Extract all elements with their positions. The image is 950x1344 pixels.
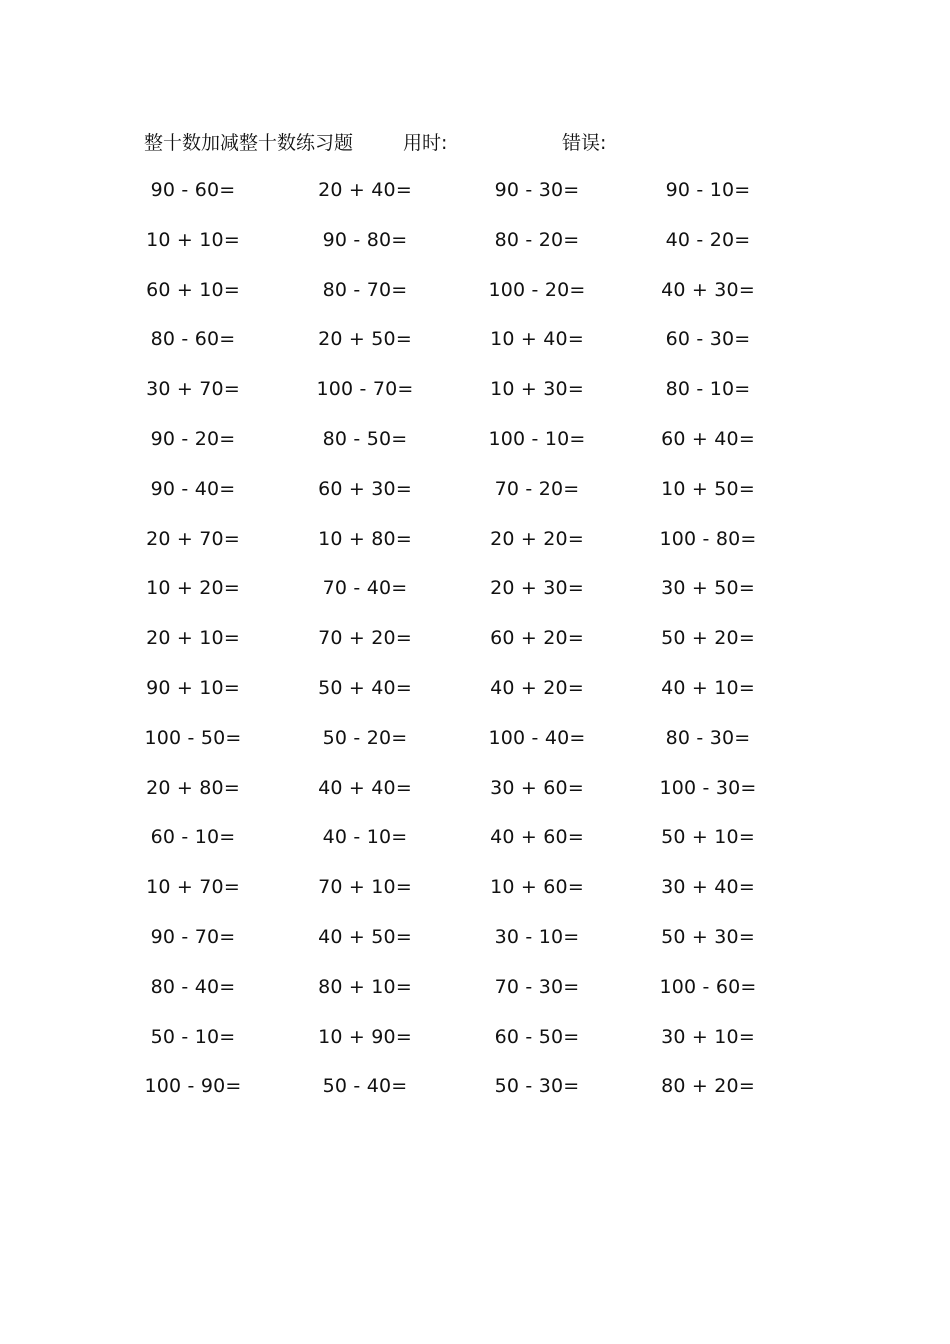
math-problem: 90 - 70= [150,925,236,948]
worksheet-header [144,128,844,156]
math-problem: 40 - 10= [322,826,408,849]
math-problem: 10 + 60= [490,876,584,899]
math-problem: 100 - 70= [316,378,414,401]
math-problem: 90 - 20= [150,427,236,450]
math-problem: 10 + 20= [146,577,240,600]
math-problem: 80 - 40= [150,975,236,998]
error-count-label: 错误: [562,132,607,154]
math-problem: 10 + 30= [490,378,584,401]
math-problem: 10 + 90= [318,1025,412,1048]
math-problem: 70 - 30= [494,975,580,998]
math-problem: 100 - 40= [488,726,586,749]
problem-row [0,670,950,720]
problem-row [0,321,950,371]
math-problem: 30 + 10= [661,1025,755,1048]
math-problem: 30 + 70= [146,378,240,401]
math-problem: 40 - 20= [665,228,751,251]
math-problem: 40 + 50= [318,925,412,948]
problem-row [0,620,950,670]
math-problem: 40 + 30= [661,278,755,301]
math-problem: 60 - 50= [494,1025,580,1048]
math-problem: 40 + 60= [490,826,584,849]
math-problem: 30 + 50= [661,577,755,600]
math-problem: 50 + 40= [318,676,412,699]
problem-row [0,421,950,471]
math-problem: 100 - 60= [659,975,757,998]
math-problem: 90 - 40= [150,477,236,500]
math-problem: 30 + 60= [490,776,584,799]
problem-row [0,272,950,322]
problem-row [0,570,950,620]
math-problem: 60 + 20= [490,627,584,650]
math-problem: 70 - 20= [494,477,580,500]
math-problem: 10 + 70= [146,876,240,899]
math-problem: 10 + 10= [146,228,240,251]
math-problem: 10 + 80= [318,527,412,550]
math-problem: 20 + 80= [146,776,240,799]
math-problem: 50 + 30= [661,925,755,948]
problem-row [0,919,950,969]
problem-row [0,720,950,770]
problem-row [0,371,950,421]
problem-row [0,1019,950,1069]
math-problem: 80 + 20= [661,1075,755,1098]
worksheet-title: 整十数加减整十数练习题 [144,132,354,154]
math-problem: 50 + 10= [661,826,755,849]
math-problem: 100 - 80= [659,527,757,550]
math-problem: 40 + 40= [318,776,412,799]
math-problem: 60 - 10= [150,826,236,849]
math-problem: 50 - 20= [322,726,408,749]
math-problem: 90 - 60= [150,179,236,201]
math-problem: 50 + 20= [661,627,755,650]
math-problem: 100 - 30= [659,776,757,799]
math-problem: 30 + 40= [661,876,755,899]
math-problem: 40 + 10= [661,676,755,699]
math-problem: 50 - 10= [150,1025,236,1048]
math-problem: 70 - 40= [322,577,408,600]
problem-row [0,819,950,869]
problem-row [0,521,950,571]
problem-row [0,969,950,1019]
math-problem: 80 - 10= [665,378,751,401]
math-problem: 70 + 10= [318,876,412,899]
math-problem: 60 + 10= [146,278,240,301]
math-problem: 100 - 20= [488,278,586,301]
math-problem: 80 - 30= [665,726,751,749]
problem-row [0,471,950,521]
problem-row [0,770,950,820]
math-problem: 80 - 20= [494,228,580,251]
time-used-label: 用时: [403,132,448,154]
math-problem: 50 - 30= [494,1075,580,1098]
math-problem: 100 - 50= [144,726,242,749]
math-problem: 60 + 40= [661,427,755,450]
math-problem: 80 - 70= [322,278,408,301]
math-problem: 90 - 10= [665,179,751,201]
problem-row [0,1068,950,1118]
math-problem: 90 + 10= [146,676,240,699]
problem-row [0,869,950,919]
math-problem: 80 - 60= [150,328,236,351]
math-problem: 100 - 90= [144,1075,242,1098]
math-problem: 10 + 40= [490,328,584,351]
math-problem: 60 + 30= [318,477,412,500]
math-problem: 80 + 10= [318,975,412,998]
math-problem: 40 + 20= [490,676,584,699]
math-problem: 90 - 80= [322,228,408,251]
math-problem: 90 - 30= [494,179,580,201]
math-problem: 30 - 10= [494,925,580,948]
math-problem: 20 + 40= [318,179,412,201]
math-problem: 60 - 30= [665,328,751,351]
math-problem: 20 + 50= [318,328,412,351]
math-problem: 70 + 20= [318,627,412,650]
math-problem: 80 - 50= [322,427,408,450]
math-problem: 100 - 10= [488,427,586,450]
math-problem: 10 + 50= [661,477,755,500]
math-problem: 20 + 20= [490,527,584,550]
math-problem: 20 + 70= [146,527,240,550]
math-problem: 20 + 30= [490,577,584,600]
math-problem: 20 + 10= [146,627,240,650]
problem-grid [0,172,950,1118]
problem-row [0,172,950,222]
math-problem: 50 - 40= [322,1075,408,1098]
problem-row [0,222,950,272]
